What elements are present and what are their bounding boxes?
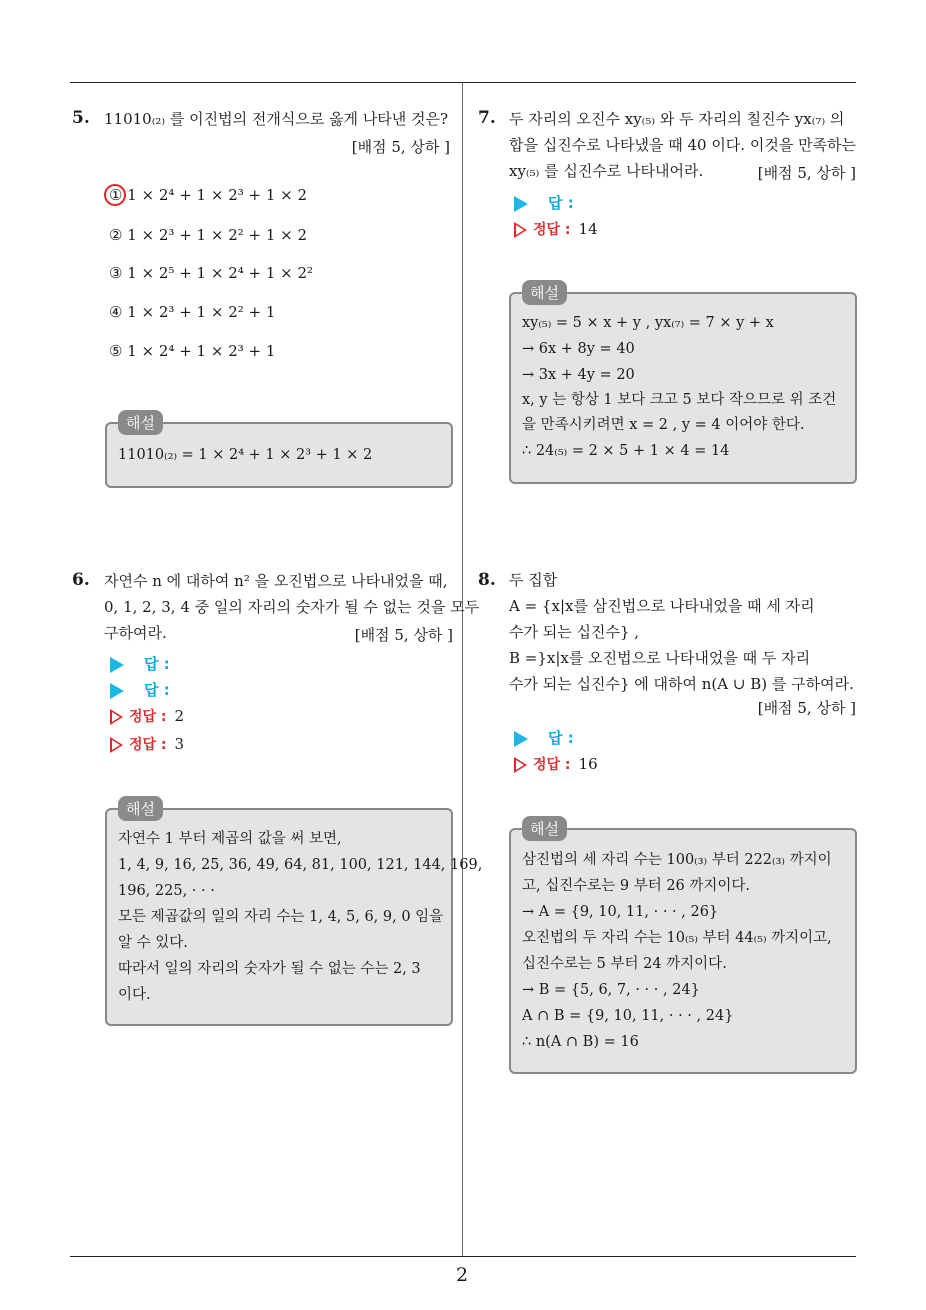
question-text-line: A = {x|x를 삼진법으로 나타내었을 때 세 자리 bbox=[509, 597, 815, 615]
question-text-line: xy₍₅₎ 를 십진수로 나타내어라. bbox=[509, 162, 704, 180]
score-label: [배점 5, 상하 ] bbox=[351, 138, 450, 156]
question-text-line: 수가 되는 십진수} , bbox=[509, 623, 640, 641]
choice-mark: ① bbox=[109, 186, 123, 204]
answer-label: 답 : bbox=[548, 194, 574, 212]
choice-mark: ③ bbox=[109, 264, 123, 282]
explanation-line: 을 만족시키려면 x = 2 , y = 4 이어야 한다. bbox=[522, 417, 805, 433]
explanation-line: 모든 제곱값의 일의 자리 수는 1, 4, 5, 6, 9, 0 임을 bbox=[118, 909, 444, 925]
explanation-line: → 3x + 4y = 20 bbox=[522, 367, 635, 383]
explanation-line: 이다. bbox=[118, 987, 151, 1003]
question-text-line: 두 자리의 오진수 xy₍₅₎ 와 두 자리의 칠진수 yx₍₇₎ 의 bbox=[509, 110, 845, 128]
question-text-line: 구하여라. bbox=[104, 624, 167, 642]
choice-4[interactable] bbox=[109, 303, 275, 321]
explanation-line: → A = {9, 10, 11, · · · , 26} bbox=[522, 904, 719, 920]
correct-label: 정답 : bbox=[533, 222, 571, 238]
question-text-line: 두 집합 bbox=[509, 571, 558, 589]
play-icon bbox=[514, 196, 528, 212]
answer-label: 답 : bbox=[548, 729, 574, 747]
choice-3[interactable] bbox=[109, 264, 313, 282]
correct-value: 3 bbox=[174, 735, 185, 753]
play-icon bbox=[110, 657, 124, 673]
explanation-line: xy₍₅₎ = 5 × x + y , yx₍₇₎ = 7 × y + x bbox=[522, 315, 774, 331]
explanation-tag: 해설 bbox=[522, 280, 567, 305]
triangle-outline-icon bbox=[110, 737, 123, 753]
correct-answer bbox=[514, 754, 598, 774]
explanation-line: ∴ n(A ∩ B) = 16 bbox=[522, 1034, 639, 1050]
explanation-line: → 6x + 8y = 40 bbox=[522, 341, 635, 357]
triangle-outline-icon bbox=[514, 222, 527, 238]
choice-mark: ② bbox=[109, 226, 123, 244]
answer-field[interactable] bbox=[514, 192, 574, 213]
triangle-outline-icon bbox=[514, 757, 527, 773]
choice-1[interactable] bbox=[109, 186, 307, 204]
choice-mark: ⑤ bbox=[109, 342, 123, 360]
explanation-tag: 해설 bbox=[118, 410, 163, 435]
explanation-line: 삼진법의 세 자리 수는 100₍₃₎ 부터 222₍₃₎ 까지이 bbox=[522, 852, 832, 868]
explanation-line: 11010₍₂₎ = 1 × 2⁴ + 1 × 2³ + 1 × 2 bbox=[118, 447, 373, 463]
correct-value: 14 bbox=[578, 220, 598, 238]
explanation-line: 고, 십진수로는 9 부터 26 까지이다. bbox=[522, 878, 751, 894]
explanation-line: 196, 225, · · · bbox=[118, 883, 215, 899]
answer-field-1[interactable] bbox=[110, 653, 170, 674]
question-number: 7. bbox=[478, 108, 496, 128]
choice-text: 1 × 2⁴ + 1 × 2³ + 1 bbox=[127, 342, 276, 360]
explanation-line: 따라서 일의 자리의 숫자가 될 수 없는 수는 2, 3 bbox=[118, 961, 421, 977]
question-text-line: 수가 되는 십진수} 에 대하여 n(A ∪ B) 를 구하여라. bbox=[509, 675, 854, 693]
question-text-line: 0, 1, 2, 3, 4 중 일의 자리의 숫자가 될 수 없는 것을 모두 bbox=[104, 598, 480, 616]
explanation-line: 오진법의 두 자리 수는 10₍₅₎ 부터 44₍₅₎ 까지이고, bbox=[522, 930, 832, 946]
correct-answer-1 bbox=[110, 706, 184, 726]
choice-2[interactable] bbox=[109, 226, 307, 244]
column-divider bbox=[462, 83, 463, 1257]
answer-field[interactable] bbox=[514, 727, 574, 748]
choice-text: 1 × 2⁵ + 1 × 2⁴ + 1 × 2² bbox=[127, 264, 314, 282]
top-rule bbox=[70, 82, 856, 83]
correct-answer-2 bbox=[110, 734, 184, 754]
choice-mark: ④ bbox=[109, 303, 123, 321]
answer-label: 답 : bbox=[144, 655, 170, 673]
score-label: [배점 5, 상하 ] bbox=[757, 164, 856, 182]
correct-label: 정답 : bbox=[533, 757, 571, 773]
question-number: 5. bbox=[72, 108, 90, 128]
correct-value: 2 bbox=[174, 707, 185, 725]
explanation-line: x, y 는 항상 1 보다 크고 5 보다 작으므로 위 조건 bbox=[522, 392, 837, 408]
choice-text: 1 × 2³ + 1 × 2² + 1 × 2 bbox=[127, 226, 308, 244]
answer-label: 답 : bbox=[144, 681, 170, 699]
question-text: 11010₍₂₎ 를 이진법의 전개식으로 옳게 나타낸 것은? bbox=[104, 110, 449, 128]
explanation-tag: 해설 bbox=[118, 796, 163, 821]
correct-label: 정답 : bbox=[129, 709, 167, 725]
bottom-rule bbox=[70, 1256, 856, 1257]
score-label: [배점 5, 상하 ] bbox=[757, 699, 856, 717]
play-icon bbox=[110, 683, 124, 699]
explanation-tag: 해설 bbox=[522, 816, 567, 841]
question-text-line: B =}x|x를 오진법으로 나타내었을 때 두 자리 bbox=[509, 649, 811, 667]
choice-text: 1 × 2³ + 1 × 2² + 1 bbox=[127, 303, 276, 321]
question-text-line: 합을 십진수로 나타냈을 때 40 이다. 이것을 만족하는 bbox=[509, 136, 857, 154]
explanation-line: → B = {5, 6, 7, · · · , 24} bbox=[522, 982, 700, 998]
correct-answer bbox=[514, 219, 598, 239]
question-text-line: 자연수 n 에 대하여 n² 을 오진법으로 나타내었을 때, bbox=[104, 572, 448, 590]
page-number: 2 bbox=[456, 1264, 469, 1286]
score-label: [배점 5, 상하 ] bbox=[354, 626, 453, 644]
explanation-line: 자연수 1 부터 제곱의 값을 써 보면, bbox=[118, 831, 342, 847]
triangle-outline-icon bbox=[110, 709, 123, 725]
play-icon bbox=[514, 731, 528, 747]
explanation-line: 십진수로는 5 부터 24 까지이다. bbox=[522, 956, 727, 972]
choice-text: 1 × 2⁴ + 1 × 2³ + 1 × 2 bbox=[127, 186, 308, 204]
correct-value: 16 bbox=[578, 755, 598, 773]
correct-label: 정답 : bbox=[129, 737, 167, 753]
choice-5[interactable] bbox=[109, 342, 275, 360]
explanation-line: ∴ 24₍₅₎ = 2 × 5 + 1 × 4 = 14 bbox=[522, 443, 730, 459]
explanation-line: 알 수 있다. bbox=[118, 935, 188, 951]
explanation-line: A ∩ B = {9, 10, 11, · · · , 24} bbox=[522, 1008, 734, 1024]
question-number: 8. bbox=[478, 570, 496, 590]
explanation-line: 1, 4, 9, 16, 25, 36, 49, 64, 81, 100, 121, 144, 169, bbox=[118, 857, 483, 873]
question-number: 6. bbox=[72, 570, 90, 590]
answer-field-2[interactable] bbox=[110, 679, 170, 700]
